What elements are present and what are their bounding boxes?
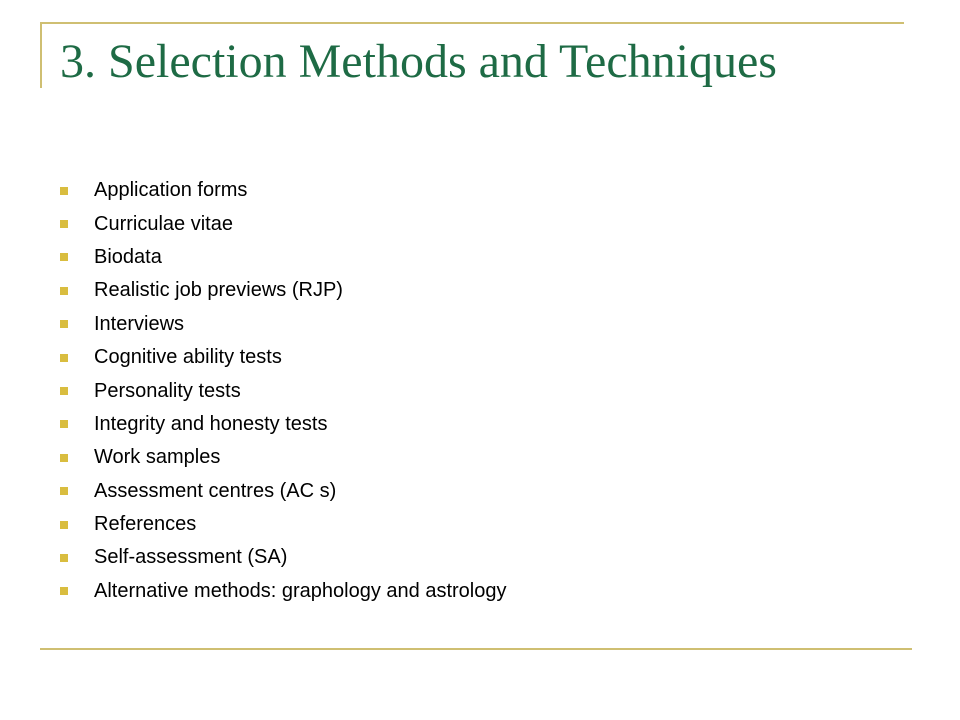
- bullet-text: Alternative methods: graphology and astrology: [94, 579, 507, 602]
- square-bullet-icon: [60, 420, 68, 428]
- bullet-item: [60, 374, 506, 407]
- bullet-item: [60, 274, 506, 307]
- bullet-item: [60, 241, 506, 274]
- square-bullet-icon: [60, 454, 68, 462]
- bullet-item: [60, 508, 506, 541]
- square-bullet-icon: [60, 220, 68, 228]
- bullet-text: Cognitive ability tests: [94, 346, 282, 369]
- bullet-item: [60, 308, 506, 341]
- bullet-text: Interviews: [94, 312, 185, 335]
- slide-title: 3. Selection Methods and Techniques: [60, 35, 777, 88]
- square-bullet-icon: [60, 253, 68, 261]
- square-bullet-icon: [60, 587, 68, 595]
- bullet-item: [60, 541, 506, 574]
- bullet-item: [60, 341, 506, 374]
- frame-bottom-rule: [40, 648, 912, 650]
- frame-top-rule: [40, 22, 904, 24]
- bullet-text: Work samples: [94, 446, 221, 469]
- bullet-item: [60, 575, 506, 608]
- square-bullet-icon: [60, 354, 68, 362]
- bullet-item: [60, 408, 506, 441]
- square-bullet-icon: [60, 387, 68, 395]
- bullet-text: Biodata: [94, 245, 162, 268]
- square-bullet-icon: [60, 554, 68, 562]
- bullet-text: Curriculae vitae: [94, 212, 233, 235]
- bullet-text: Assessment centres (AC s): [94, 479, 337, 502]
- square-bullet-icon: [60, 521, 68, 529]
- square-bullet-icon: [60, 187, 68, 195]
- bullet-list: [60, 174, 506, 608]
- bullet-text: Realistic job previews (RJP): [94, 279, 343, 302]
- square-bullet-icon: [60, 320, 68, 328]
- bullet-item: [60, 475, 506, 508]
- bullet-item: [60, 174, 506, 207]
- frame-left-rule: [40, 22, 42, 88]
- bullet-text: References: [94, 513, 197, 536]
- bullet-text: Self-assessment (SA): [94, 546, 288, 569]
- bullet-text: Personality tests: [94, 379, 241, 402]
- square-bullet-icon: [60, 487, 68, 495]
- square-bullet-icon: [60, 287, 68, 295]
- bullet-text: Integrity and honesty tests: [94, 412, 328, 435]
- bullet-item: [60, 207, 506, 240]
- bullet-item: [60, 441, 506, 474]
- bullet-text: Application forms: [94, 179, 248, 202]
